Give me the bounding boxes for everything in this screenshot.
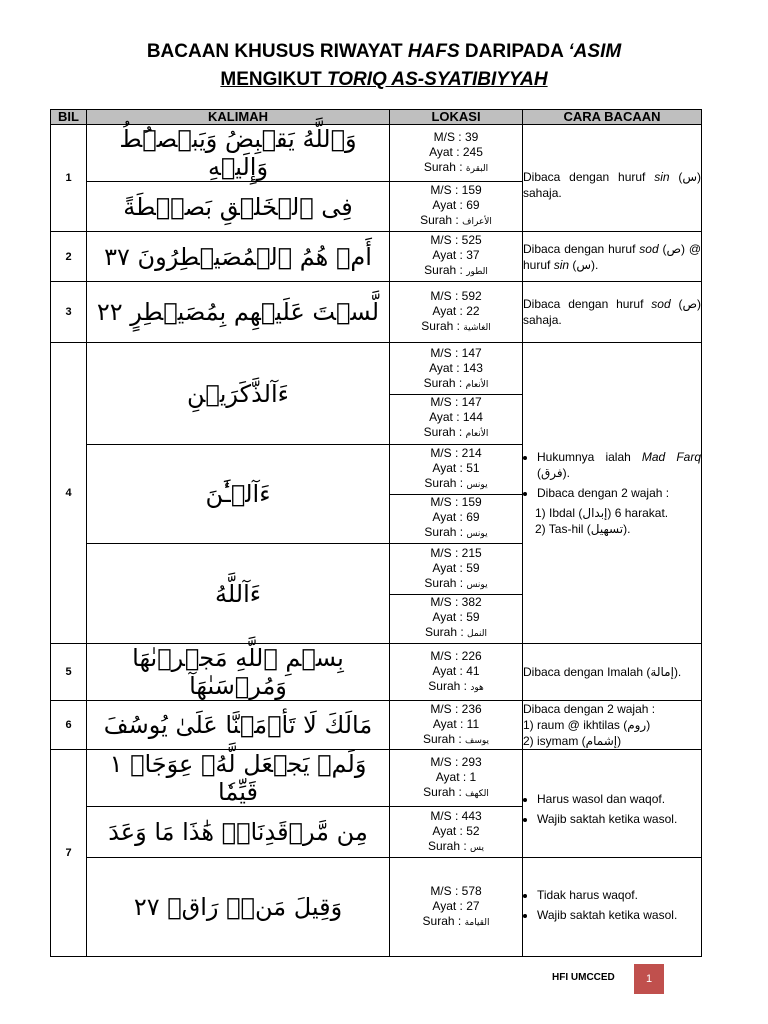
list-item: • Harus wasol dan waqof. — [537, 791, 701, 807]
table-row — [51, 701, 702, 750]
cara-bacaan-cell: Dibaca dengan huruf sin (س) sahaja. — [523, 125, 702, 232]
lokasi-cell — [390, 232, 523, 282]
kalimah-cell: وَلَمۡ يَجۡعَل لَّهُۥ عِوَجَاۜ ١ قَيِّمٗا — [87, 750, 390, 807]
cara-bacaan-cell — [523, 750, 702, 858]
header-bil: BIL — [51, 110, 87, 125]
kalimah-cell: لَّسۡتَ عَلَيۡهِم بِمُصَيۡطِرٍ ٢٢ — [87, 282, 390, 343]
bil-cell: 3 — [51, 282, 87, 343]
document-title-line1: BACAAN KHUSUS RIWAYAT HAFS DARIPADA ‘ASIM — [146, 41, 622, 62]
table-row — [51, 282, 702, 343]
lokasi-block: M/S : 159 Ayat : 69 Surah : يونس — [390, 494, 522, 542]
kalimah-cell: وَقِيلَ مَنۡۜ رَاقٖ ٢٧ — [87, 858, 390, 957]
kalimah-cell: ءَآلۡـَٰٔنَ — [87, 445, 390, 544]
lokasi-block: M/S : 147 Ayat : 143 Surah : الأنعام — [423, 345, 489, 390]
header-kalimah: KALIMAH — [87, 110, 390, 125]
cara-bacaan-cell: Dibaca dengan 2 wajah : 1) raum @ ikhtilas (روم) 2) isymam (إشمام) — [523, 701, 702, 750]
kalimah-cell: فِى ٱلۡخَلۡقِ بَصۜۡطَةً — [87, 182, 390, 232]
lokasi-cell — [390, 544, 523, 644]
kalimah-cell: أَمۡ هُمُ ٱلۡمُصَيۡطِرُونَ ٣٧ — [87, 232, 390, 282]
lokasi-cell — [390, 182, 523, 232]
lokasi-block: M/S : 382 Ayat : 59 Surah : النمل — [390, 594, 522, 642]
table-row — [51, 343, 702, 445]
lokasi-block: M/S : 39 Ayat : 245 Surah : البقرة — [423, 129, 489, 174]
cara-bacaan-cell: Dibaca dengan huruf sod (ص) @ huruf sin (س). — [523, 232, 702, 282]
table-row — [51, 125, 702, 182]
lokasi-cell — [390, 445, 523, 544]
kalimah-cell: بِسۡمِ ٱللَّهِ مَجۡرٜىٰهَا وَمُرۡسَىٰهَآ — [87, 644, 390, 701]
table-row — [51, 644, 702, 701]
list-item: • Dibaca dengan 2 wajah : — [537, 485, 701, 501]
lokasi-block: M/S : 236 Ayat : 11 Surah : يوسف — [422, 701, 490, 746]
bacaan-table — [50, 109, 702, 957]
lokasi-block: M/S : 159 Ayat : 69 Surah : الأعراف — [420, 183, 492, 227]
document-title-line2: MENGIKUT TORIQ AS-SYATIBIYYAH — [220, 69, 548, 90]
lokasi-cell — [390, 282, 523, 343]
cara-bacaan-cell — [523, 858, 702, 957]
lokasi-block: M/S : 293 Ayat : 1 Surah : الكهف — [423, 754, 489, 799]
kalimah-cell: ءَآلذَّكَرَيۡنِ — [87, 343, 390, 445]
kalimah-cell: وَٱللَّهُ يَقۡبِضُ وَيَبۡصُۜطُ وَإِلَيۡهِ — [87, 125, 390, 182]
cara-bacaan-cell: Dibaca dengan huruf sod (ص) sahaja. — [523, 282, 702, 343]
lokasi-cell — [390, 807, 523, 858]
bil-cell: 7 — [51, 750, 87, 957]
cara-bacaan-cell: Dibaca dengan Imalah (إمالة). — [523, 644, 702, 701]
lokasi-block: M/S : 214 Ayat : 51 Surah : يونس — [424, 446, 488, 490]
table-header-row — [51, 110, 702, 125]
bil-cell: 6 — [51, 701, 87, 750]
page-number-badge: 1 — [634, 964, 664, 994]
kalimah-cell: مِن مَّرۡقَدِنَاۜۗ هَٰذَا مَا وَعَدَ — [87, 807, 390, 858]
lokasi-cell — [390, 701, 523, 750]
lokasi-cell — [390, 750, 523, 807]
table-row — [51, 750, 702, 807]
lokasi-block: M/S : 443 Ayat : 52 Surah : يس — [427, 808, 484, 853]
sub-item: 2) Tas-hil (تسهيل). — [535, 522, 631, 536]
bil-cell: 2 — [51, 232, 87, 282]
list-item: • Tidak harus waqof. — [537, 887, 701, 903]
list-item: • Hukumnya ialah Mad Farq (فرق). — [537, 449, 701, 481]
table-row — [51, 858, 702, 957]
list-item: • Wajib saktah ketika wasol. — [537, 907, 701, 923]
header-lokasi: LOKASI — [390, 110, 523, 125]
kalimah-cell: ءَآللَّهُ — [87, 544, 390, 644]
cara-bacaan-cell — [523, 343, 702, 644]
kalimah-cell: مَالَكَ لَا تَأۡمَ۫نَّا عَلَىٰ يُوسُفَ — [87, 701, 390, 750]
sub-item: 1) Ibdal (إبدال) 6 harakat. — [535, 506, 669, 520]
footer-org: HFI UMCCED — [552, 972, 615, 983]
bil-cell: 5 — [51, 644, 87, 701]
lokasi-block: M/S : 147 Ayat : 144 Surah : الأنعام — [390, 394, 522, 442]
bil-cell: 1 — [51, 125, 87, 232]
header-cara-bacaan: CARA BACAAN — [523, 110, 702, 125]
bil-cell: 4 — [51, 343, 87, 644]
lokasi-cell — [390, 343, 523, 445]
list-item: • Wajib saktah ketika wasol. — [537, 811, 701, 827]
lokasi-block: M/S : 592 Ayat : 22 Surah : الغاشية — [421, 288, 491, 333]
lokasi-block: M/S : 226 Ayat : 41 Surah : هود — [428, 648, 484, 693]
lokasi-cell — [390, 644, 523, 701]
lokasi-cell — [390, 858, 523, 957]
lokasi-block: M/S : 215 Ayat : 59 Surah : يونس — [424, 545, 488, 590]
lokasi-block: M/S : 525 Ayat : 37 Surah : الطور — [424, 233, 488, 277]
lokasi-block: M/S : 578 Ayat : 27 Surah : القيامة — [422, 883, 490, 928]
table-row — [51, 232, 702, 282]
lokasi-cell — [390, 125, 523, 182]
